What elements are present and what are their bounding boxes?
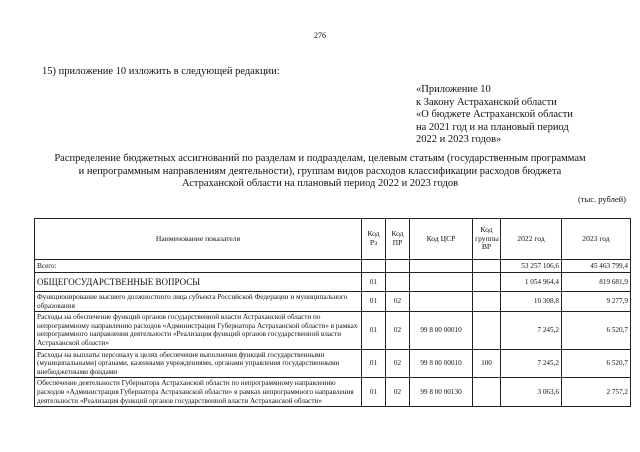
row-2022: 7 245,2 <box>501 312 562 349</box>
title-line: Астраханской области на плановый период 2022 и 2023 годов <box>181 178 459 189</box>
budget-table <box>34 218 631 407</box>
header-2022: 2022 год <box>501 219 562 260</box>
row-name: ОБЩЕГОСУДАРСТВЕННЫЕ ВОПРОСЫ <box>35 273 362 292</box>
row-2023: 2 757,2 <box>562 378 631 407</box>
row-2023: 9 277,9 <box>562 292 631 312</box>
title-line: Распределение бюджетных ассигнований по разделам и подразделам, целевым статьям (государственным программам <box>54 153 586 164</box>
row-csr <box>410 292 473 312</box>
row-pr <box>386 260 410 273</box>
row-2022: 3 063,6 <box>501 378 562 407</box>
row-2023: 6 520,7 <box>562 312 631 349</box>
header-rz: Код Рз <box>362 219 386 260</box>
row-pr: 02 <box>386 378 410 407</box>
row-csr: 99 8 00 00130 <box>410 378 473 407</box>
row-csr <box>410 260 473 273</box>
row-2022: 10 308,8 <box>501 292 562 312</box>
row-name: Всего: <box>35 260 362 273</box>
row-csr: 99 8 00 00010 <box>410 312 473 349</box>
table-row <box>35 349 631 378</box>
table-header-row <box>35 219 631 260</box>
row-csr <box>410 273 473 292</box>
title-line: и непрограммным направлениям деятельности), группам видов расходов классификации расходов бюджета <box>78 165 562 177</box>
appendix-header-line: на 2021 год и на плановый период <box>416 121 569 133</box>
row-rz: 01 <box>362 312 386 349</box>
header-name: Наименование показателя <box>35 219 362 260</box>
row-name: Обеспечение деятельности Губернатора Астраханской области по непрограммному направлению расходов «Администрация Губернатора Астраханской области» в рамках непрограммного направления деятельности «Реализация функций органов государственной власти Астраханской области» <box>35 378 362 407</box>
table-row-total <box>35 260 631 273</box>
row-2023: 45 463 799,4 <box>562 260 631 273</box>
row-rz: 01 <box>362 273 386 292</box>
row-rz: 01 <box>362 292 386 312</box>
header-pr: Код ПР <box>386 219 410 260</box>
table-row <box>35 312 631 349</box>
row-2023: 819 681,9 <box>562 273 631 292</box>
row-2022: 7 245,2 <box>501 349 562 378</box>
document-title <box>30 153 610 191</box>
row-name: Расходы на выплаты персоналу в целях обеспечения выполнения функций государственными (муниципальными) органами, казенными учреждениями, органами управления государственными внебюджетными фондами <box>35 349 362 378</box>
table-row <box>35 292 631 312</box>
row-rz: 01 <box>362 349 386 378</box>
row-vr <box>473 292 501 312</box>
row-2022: 1 054 964,4 <box>501 273 562 292</box>
row-pr: 02 <box>386 312 410 349</box>
appendix-header <box>416 84 573 147</box>
header-2023: 2023 год <box>562 219 631 260</box>
row-csr: 99 8 00 00010 <box>410 349 473 378</box>
table-row <box>35 273 631 292</box>
header-vr: Код группы ВР <box>473 219 501 260</box>
row-vr <box>473 378 501 407</box>
row-rz <box>362 260 386 273</box>
appendix-header-line: «Приложение 10 <box>416 84 491 95</box>
appendix-header-line: «О бюджете Астраханской области <box>416 109 573 120</box>
row-2022: 53 257 106,6 <box>501 260 562 273</box>
row-vr <box>473 260 501 273</box>
appendix-header-line: к Закону Астраханской области <box>416 96 557 108</box>
row-pr <box>386 273 410 292</box>
row-vr <box>473 312 501 349</box>
row-name: Функционирование высшего должностного лица субъекта Российской Федерации и муниципального образования <box>35 292 362 312</box>
units-label: (тыс. рублей) <box>577 194 626 204</box>
amendment-instruction: 15) приложение 10 изложить в следующей редакции: <box>42 66 280 77</box>
row-rz: 01 <box>362 378 386 407</box>
row-2023: 6 520,7 <box>562 349 631 378</box>
row-pr: 02 <box>386 292 410 312</box>
row-name: Расходы на обеспечение функций органов государственной власти Астраханской области по непрограммному направлению расходов «Администрация Губернатора Астраханской области» в рамках непрограммного направления деятельности «Реализация функций органов государственной власти Астраханской области» <box>35 312 362 349</box>
row-pr: 02 <box>386 349 410 378</box>
table-row <box>35 378 631 407</box>
page-number: 276 <box>314 31 326 40</box>
appendix-header-line: 2022 и 2023 годов» <box>416 134 502 145</box>
row-vr <box>473 273 501 292</box>
row-vr: 100 <box>473 349 501 378</box>
header-csr: Код ЦСР <box>410 219 473 260</box>
